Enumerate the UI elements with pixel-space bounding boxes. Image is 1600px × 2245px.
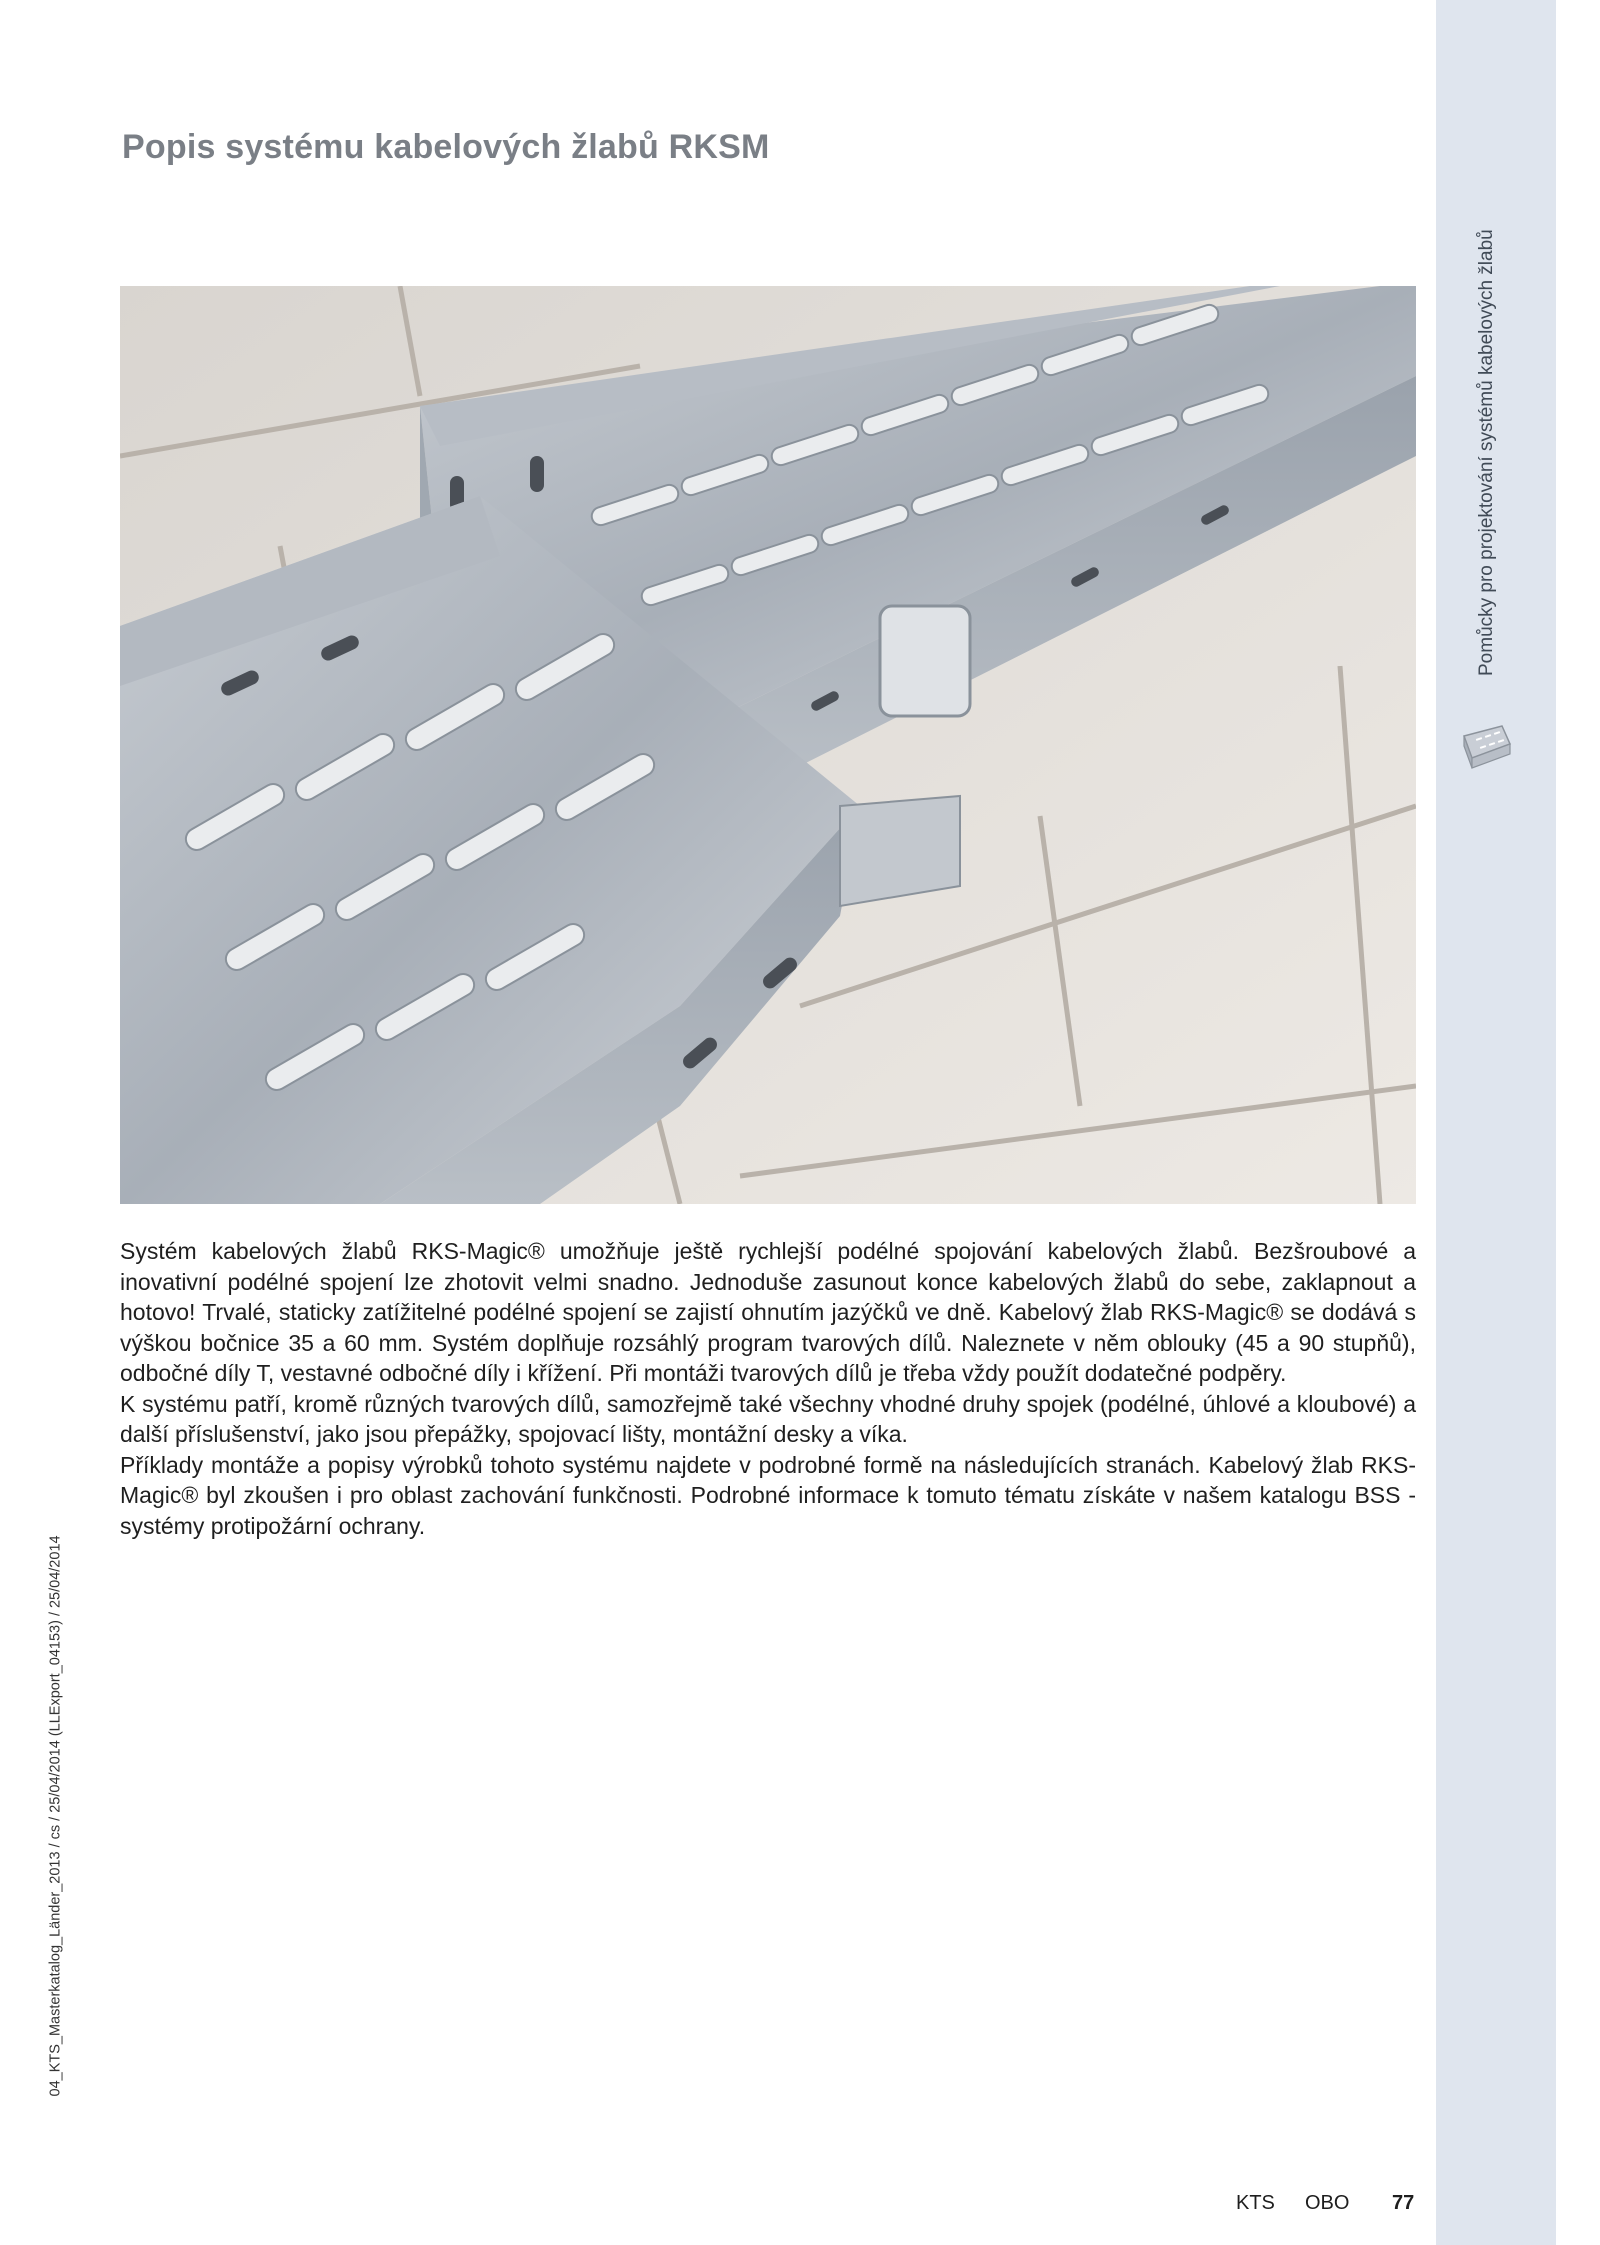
sidebar-section-label [1436,140,1556,676]
body-paragraph: Příklady montáže a popisy výrobků tohoto systému najdete v podrobné formě na následujících stranách. Kabelový žlab RKS-Magic® byl zkoušen i pro oblast zachování funkčnosti. Podrobné informace k tomuto tématu získáte v našem katalogu BSS - systémy protipožární ochrany. [120,1451,1416,1539]
cable-tray-icon [1458,722,1514,772]
page-title: Popis systému kabelových žlabů RKSM [122,128,770,166]
document-meta [38,1510,78,2096]
document-meta-text: 04_KTS_Masterkatalog_Länder_2013 / cs / 25/04/2014 (LLExport_04153) / 25/04/2014 [47,1534,64,2096]
page-number: 77 [1392,2192,1415,2214]
footer-section: KTS [1236,2192,1275,2214]
body-paragraph: K systému patří, kromě různých tvarových dílů, samozřejmě také všechny vhodné druhy spojek (podélné, úhlové a kloubové) a další příslušenství, jako jsou přepážky, spojovací lišty, montážní desky a víka. [120,1390,1416,1447]
body-text [120,1236,1416,1541]
footer-brand: OBO [1305,2192,1350,2214]
cable-tray-photo [120,286,1416,1204]
body-paragraph: Systém kabelových žlabů RKS-Magic® umožňuje ještě rychlejší podélné spojování kabelových žlabů. Bezšroubové a inovativní podélné spojení lze zhotovit velmi snadno. Jednoduše zasunout konce kabelových žlabů do sebe, zaklapnout a hotovo! Trvalé, staticky zatížitelné podélné spojení se zajistí ohnutím jazýčků ve dně. Kabelový žlab RKS-Magic® se dodává s výškou bočnice 35 a 60 mm. Systém doplňuje rozsáhlý program tvarových dílů. Naleznete v něm oblouky (45 a 90 stupňů), odbočné díly T, vestavné odbočné díly i křížení. Při montáži tvarových dílů je třeba vždy použít dodatečné podpěry. [120,1238,1416,1386]
sidebar-label-text: Pomůcky pro projektování systémů kabelových žlabů [1476,229,1497,676]
